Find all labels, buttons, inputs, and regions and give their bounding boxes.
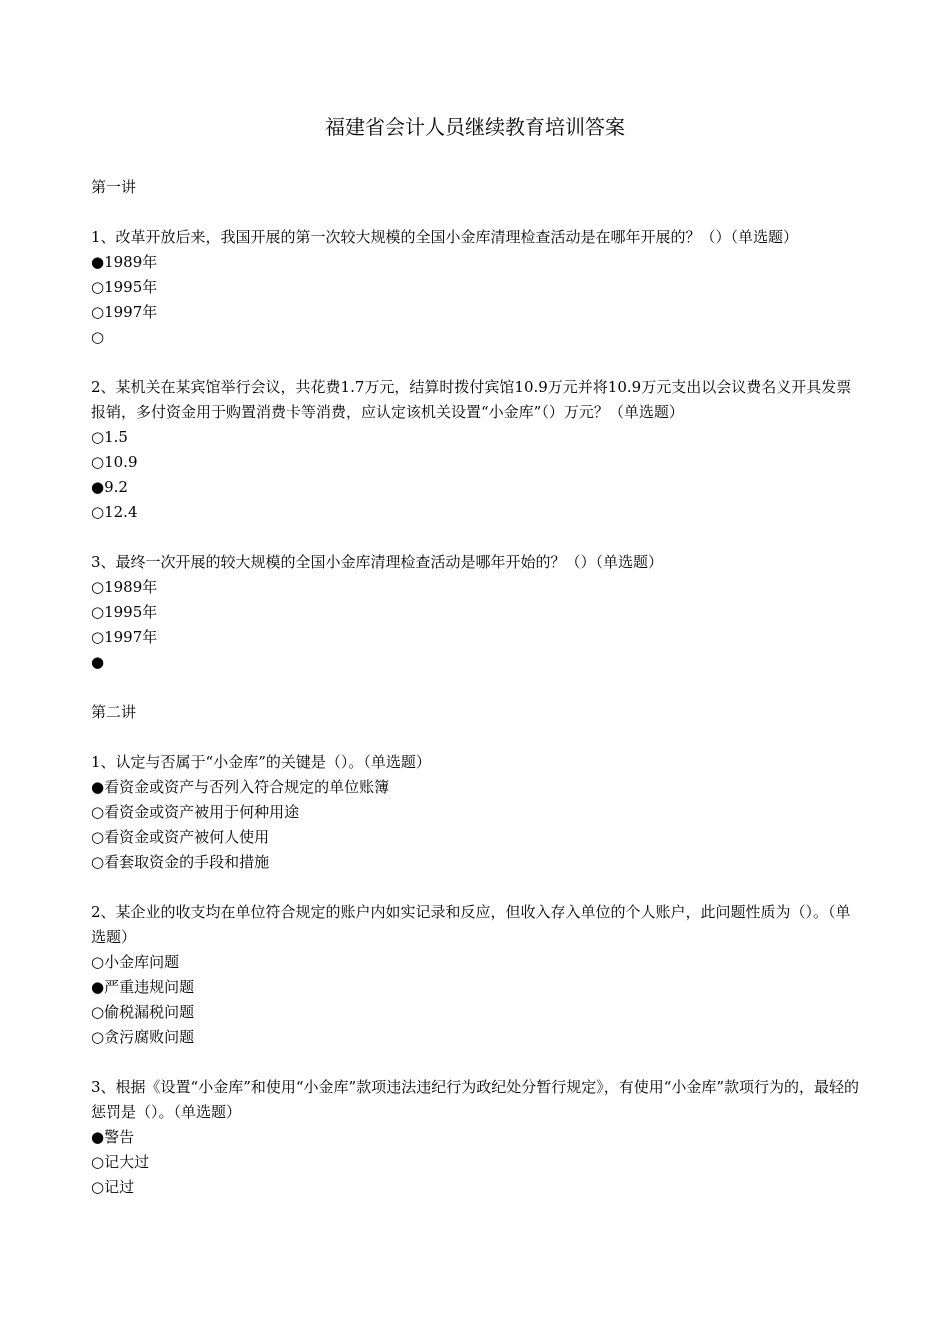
question-block: [91, 750, 861, 875]
selected-bullet-icon: ●: [91, 1128, 105, 1146]
unselected-bullet-icon: ○: [91, 303, 105, 321]
option-label: 1.5: [104, 428, 128, 446]
option-label: 9.2: [104, 478, 128, 496]
document-title: 福建省会计人员继续教育培训答案: [325, 115, 625, 139]
unselected-bullet-icon: ○: [91, 603, 105, 621]
answer-option: [91, 300, 861, 325]
option-label: 1997年: [104, 303, 158, 321]
option-label: 看资金或资产被何人使用: [104, 828, 270, 846]
unselected-bullet-icon: ○: [91, 853, 105, 871]
selected-bullet-icon: ●: [91, 978, 105, 996]
option-label: 1995年: [104, 603, 158, 621]
answer-option: [91, 250, 861, 275]
option-label: 看资金或资产与否列入符合规定的单位账簿: [104, 778, 390, 796]
unselected-bullet-icon: ○: [91, 453, 105, 471]
option-label: 1997年: [104, 628, 158, 646]
option-label: 记过: [104, 1178, 135, 1196]
answer-option: [91, 425, 861, 450]
document-body: [91, 175, 861, 1225]
option-label: 看套取资金的手段和措施: [104, 853, 270, 871]
answer-option: [91, 1125, 861, 1150]
question-block: [91, 225, 861, 350]
answer-option: [91, 450, 861, 475]
question-block: [91, 550, 861, 675]
answer-option: [91, 850, 861, 875]
answer-option: [91, 950, 861, 975]
unselected-bullet-icon: ○: [91, 1153, 105, 1171]
answer-option: [91, 825, 861, 850]
option-label: 1989年: [104, 578, 158, 596]
answer-option: [91, 1150, 861, 1175]
unselected-bullet-icon: ○: [91, 428, 105, 446]
selected-bullet-icon: ●: [91, 478, 105, 496]
answer-option: [91, 975, 861, 1000]
unselected-bullet-icon: ○: [91, 503, 105, 521]
unselected-bullet-icon: ○: [91, 1178, 105, 1196]
option-label: 偷税漏税问题: [104, 1003, 195, 1021]
option-label: 贪污腐败问题: [104, 1028, 195, 1046]
answer-option: [91, 625, 861, 650]
unselected-bullet-icon: ○: [91, 1003, 105, 1021]
unselected-bullet-icon: ○: [91, 328, 105, 346]
question-text: 1、改革开放后来，我国开展的第一次较大规模的全国小金库清理检查活动是在哪年开展的？（）（单选题）: [91, 228, 799, 246]
option-label: 1989年: [104, 253, 158, 271]
question-text: 2、某企业的收支均在单位符合规定的账户内如实记录和反应，但收入存入单位的个人账户，此问题性质为（）。（单选题）: [91, 903, 851, 946]
answer-option: [91, 800, 861, 825]
option-label: 记大过: [104, 1153, 150, 1171]
question-text: 3、根据《设置“小金库”和使用“小金库”款项违法违纪行为政纪处分暂行规定》，有使用“小金库”款项行为的，最轻的惩罚是（）。（单选题）: [91, 1078, 860, 1121]
answer-option: [91, 575, 861, 600]
question-block: [91, 900, 861, 1050]
answer-option: [91, 1175, 861, 1200]
option-label: 1995年: [104, 278, 158, 296]
answer-option: [91, 325, 861, 350]
selected-bullet-icon: ●: [91, 253, 105, 271]
unselected-bullet-icon: ○: [91, 278, 105, 296]
option-label: 小金库问题: [104, 953, 180, 971]
question-block: [91, 1075, 861, 1200]
lecture-heading: 第二讲: [91, 703, 137, 721]
answer-option: [91, 600, 861, 625]
question-text: 1、认定与否属于“小金库”的关键是（）。（单选题）: [91, 753, 431, 771]
answer-option: [91, 475, 861, 500]
option-label: 10.9: [104, 453, 138, 471]
unselected-bullet-icon: ○: [91, 628, 105, 646]
answer-option: [91, 500, 861, 525]
option-label: 严重违规问题: [104, 978, 195, 996]
answer-option: [91, 1000, 861, 1025]
question-text: 3、最终一次开展的较大规模的全国小金库清理检查活动是哪年开始的？（）（单选题）: [91, 553, 664, 571]
selected-bullet-icon: ●: [91, 778, 105, 796]
unselected-bullet-icon: ○: [91, 578, 105, 596]
unselected-bullet-icon: ○: [91, 828, 105, 846]
unselected-bullet-icon: ○: [91, 803, 105, 821]
answer-option: [91, 650, 861, 675]
question-text: 2、某机关在某宾馆举行会议，共花费1.7万元，结算时拨付宾馆10.9万元并将10.9万元支出以会议费名义开具发票报销，多付资金用于购置消费卡等消费，应认定该机关设置“小金库”（）万元？（单选题）: [91, 378, 852, 421]
selected-bullet-icon: ●: [91, 653, 105, 671]
answer-option: [91, 1025, 861, 1050]
option-label: 12.4: [104, 503, 138, 521]
option-label: 警告: [104, 1128, 135, 1146]
lecture-heading: 第一讲: [91, 178, 137, 196]
answer-option: [91, 775, 861, 800]
answer-option: [91, 275, 861, 300]
unselected-bullet-icon: ○: [91, 1028, 105, 1046]
question-block: [91, 375, 861, 525]
unselected-bullet-icon: ○: [91, 953, 105, 971]
option-label: 看资金或资产被用于何种用途: [104, 803, 300, 821]
